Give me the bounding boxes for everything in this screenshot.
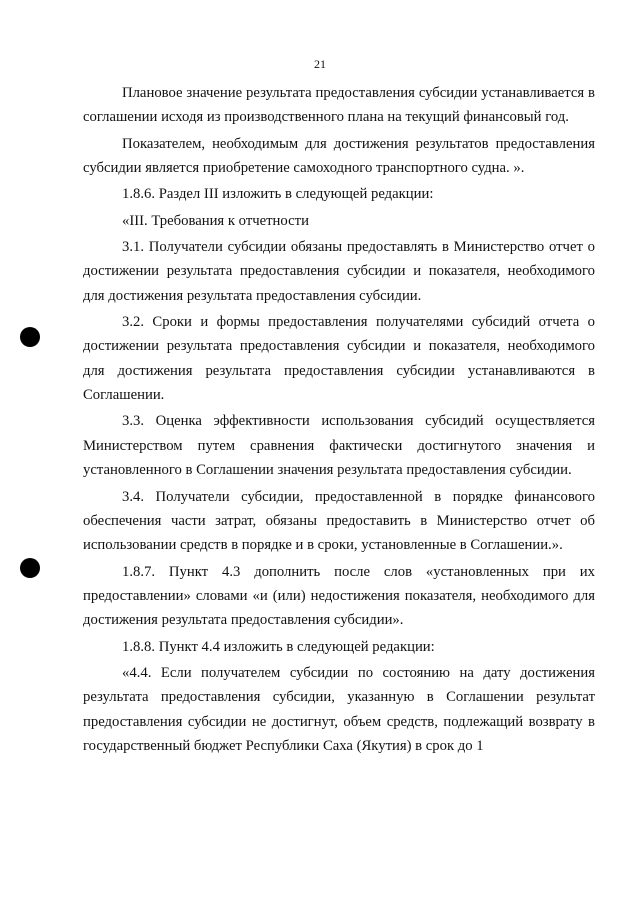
- paragraph-1-8-8: 1.8.8. Пункт 4.4 изложить в следующей редакции:: [122, 638, 435, 655]
- document-body: [83, 81, 595, 758]
- paragraph-3-3: 3.3. Оценка эффективности использования субсидий осуществляется Министерством путем сравнения фактически достигнутого значения и установленного в Соглашении значения результата предоставления субсидии.: [83, 413, 595, 479]
- punch-hole-lower: [20, 558, 40, 578]
- paragraph-3-1: 3.1. Получатели субсидии обязаны предоставлять в Министерство отчет о достижении результата предоставления субсидии и показателя, необходимого для достижения результата предоставления субсидии.: [83, 239, 595, 304]
- paragraph-3-2: 3.2. Сроки и формы предоставления получателями субсидий отчета о достижении результата предоставления субсидии и показателя, необходимого для достижения результата предоставления субсидии устанавливаются в Соглашении.: [83, 314, 595, 404]
- paragraph-4-4: «4.4. Если получателем субсидии по состоянию на дату достижения результата предоставления субсидии, указанную в Соглашении результат предоставления субсидии не достигнут, объем средств, подлежащий возврату в государственный бюджет Республики Саха (Якутия) в срок до 1: [83, 664, 595, 754]
- page-number: 21: [314, 57, 326, 71]
- punch-hole-upper: [20, 327, 40, 347]
- paragraph-1-8-7: 1.8.7. Пункт 4.3 дополнить после слов «установленных при их предоставлении» словами «и (или) недостижения показателя, необходимого для достижения результата предоставления субсидии».: [83, 563, 595, 629]
- paragraph-3-4: 3.4. Получатели субсидии, предоставленной в порядке финансового обеспечения части затрат, обязаны предоставить в Министерство отчет об использовании средств в порядке и в сроки, установленные в Соглашении.».: [83, 488, 595, 554]
- section-heading-reporting: «III. Требования к отчетности: [122, 212, 309, 229]
- paragraph-1-8-6: 1.8.6. Раздел III изложить в следующей редакции:: [122, 186, 434, 203]
- paragraph-indicator: Показателем, необходимым для достижения результатов предоставления субсидии является приобретение самоходного транспортного судна. ».: [83, 135, 595, 177]
- paragraph-planned-value: Плановое значение результата предоставления субсидии устанавливается в соглашении исходя из производственного плана на текущий финансовый год.: [83, 85, 595, 126]
